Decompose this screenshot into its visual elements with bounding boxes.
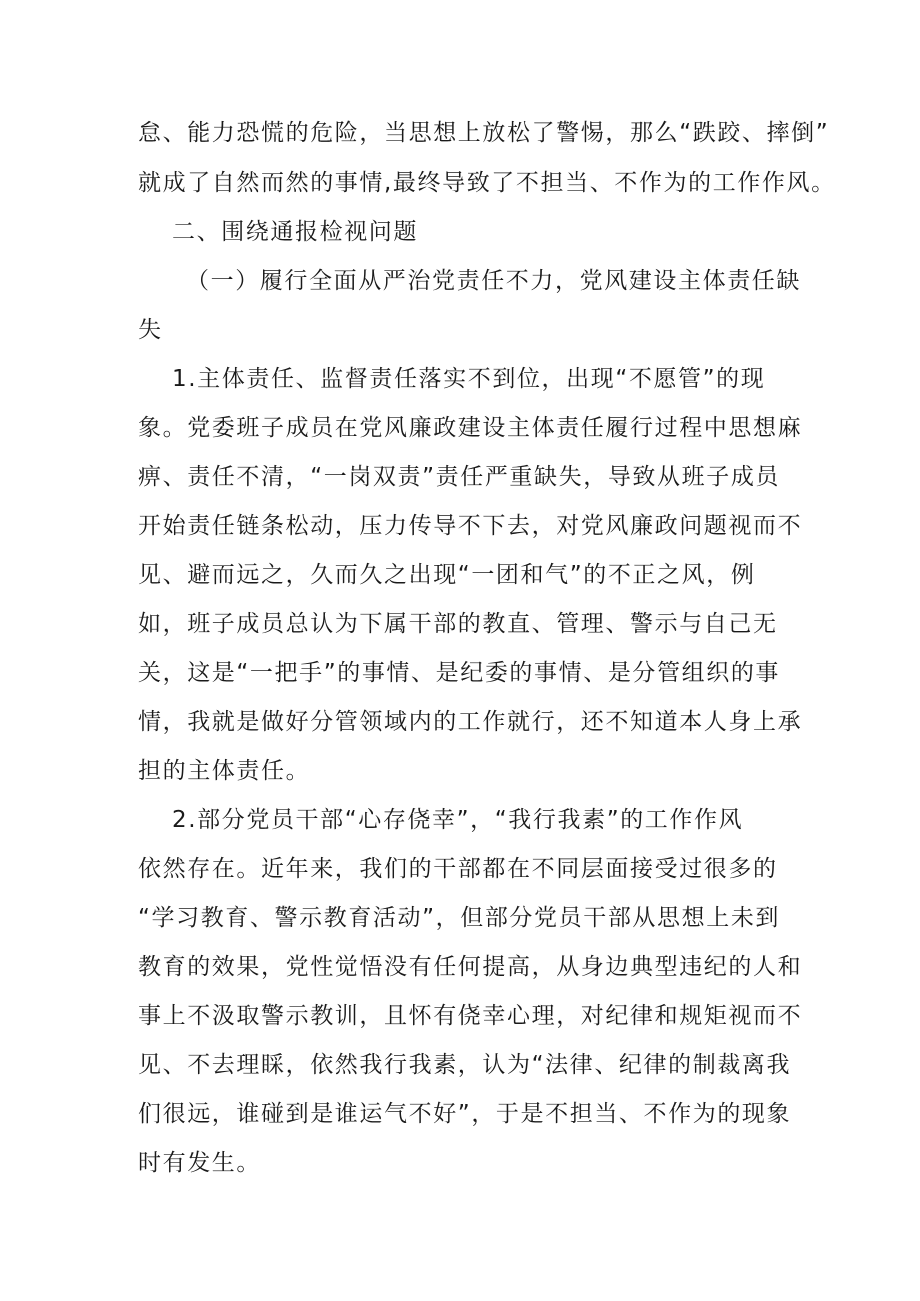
text-line: 关，这是“一把手”的事情、是纪委的事情、是分管组织的事 bbox=[138, 660, 781, 686]
paragraph-2-start: 2.部分党员干部“心存侥幸”，“我行我素”的工作作风 bbox=[172, 807, 744, 833]
text-line: 痹、责任不清，“一岗双责”责任严重缺失，导致从班子成员 bbox=[138, 464, 781, 490]
text-line: 情，我就是做好分管领域内的工作就行，还不知道本人身上承 bbox=[138, 709, 803, 735]
text-line: 象。党委班子成员在党风廉政建设主体责任履行过程中思想麻 bbox=[138, 415, 803, 441]
paragraph-1-start: 1.主体责任、监督责任落实不到位，出现“不愿管”的现 bbox=[172, 366, 766, 392]
text-line: 开始责任链条松动，压力传导不下去，对党风廉政问题视而不 bbox=[138, 513, 803, 539]
text-line: 们很远，谁碰到是谁运气不好”，于是不担当、不作为的现象 bbox=[138, 1101, 792, 1127]
text-line: “学习教育、警示教育活动”，但部分党员干部从思想上未到 bbox=[138, 905, 781, 931]
text-line: 教育的效果，党性觉悟没有任何提高，从身边典型违纪的人和 bbox=[138, 954, 803, 980]
text-line: 怠、能力恐慌的危险，当思想上放松了警惕，那么“跌跤、摔倒” bbox=[138, 120, 830, 146]
text-line: 见、不去理睬，依然我行我素，认为“法律、纪律的制裁离我 bbox=[138, 1052, 792, 1078]
text-line: 时有发生。 bbox=[138, 1150, 261, 1176]
section-heading: 二、围绕通报检视问题 bbox=[172, 219, 418, 245]
text-line: 担的主体责任。 bbox=[138, 758, 311, 784]
subsection-heading-continued: 失 bbox=[138, 317, 163, 343]
text-line: 依然存在。近年来，我们的干部都在不同层面接受过很多的 bbox=[138, 856, 778, 882]
text-line: 就成了自然而然的事情,最终导致了不担当、不作为的工作作风。 bbox=[138, 170, 836, 196]
subsection-heading: （一）履行全面从严治党责任不力，党风建设主体责任缺 bbox=[186, 268, 801, 294]
text-line: 事上不汲取警示教训，且怀有侥幸心理，对纪律和规矩视而不 bbox=[138, 1003, 803, 1029]
text-line: 见、避而远之，久而久之出现“一团和气”的不正之风，例 bbox=[138, 562, 756, 588]
text-line: 如，班子成员总认为下属干部的教直、管理、警示与自己无 bbox=[138, 611, 778, 637]
